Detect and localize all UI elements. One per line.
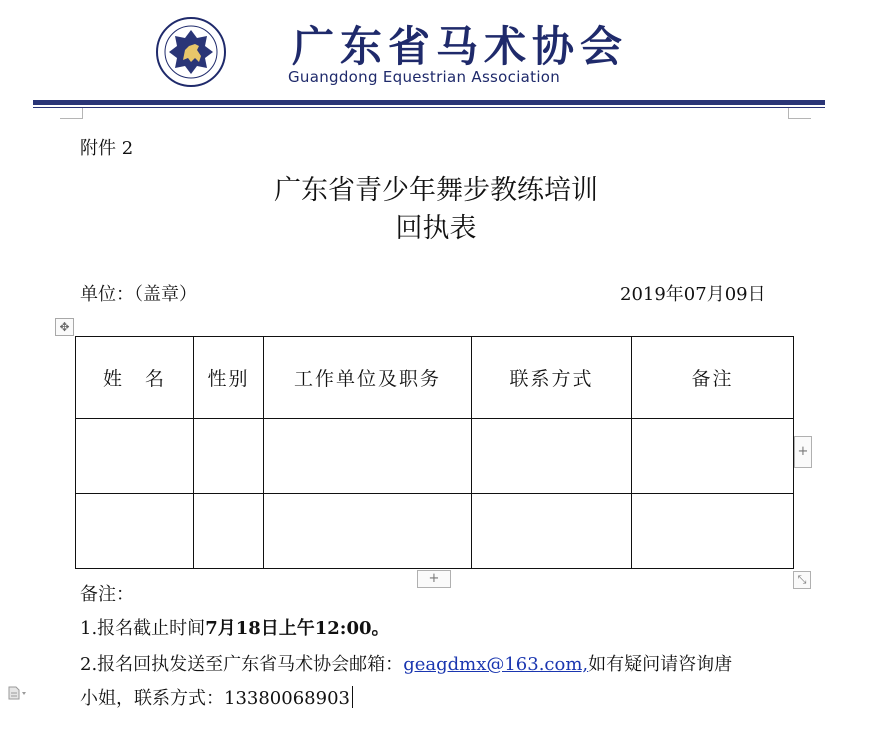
table-cell[interactable] xyxy=(632,494,794,569)
document-title: 广东省青少年舞步教练培训 xyxy=(274,175,598,206)
org-name-en: Guangdong Equestrian Association xyxy=(288,68,561,86)
note-contact-text: 小姐，联系方式： xyxy=(80,688,224,709)
page-options-icon[interactable] xyxy=(8,685,20,699)
unit-label: 单位：（盖章） xyxy=(80,284,197,305)
add-row-button[interactable]: + xyxy=(417,570,451,588)
email-link[interactable]: geagdmx@163.com, xyxy=(403,654,589,675)
letterhead-rule-thin xyxy=(33,107,825,108)
association-logo xyxy=(155,16,227,88)
document-date: 2019年07月09日 xyxy=(620,284,766,305)
table-cell[interactable] xyxy=(472,494,632,569)
header-remarks: 备注 xyxy=(632,337,794,419)
table-cell[interactable] xyxy=(264,494,472,569)
remarks-heading: 备注： xyxy=(80,584,134,605)
note-deadline xyxy=(80,614,390,640)
table-cell[interactable] xyxy=(632,419,794,494)
note-deadline-text: 1.报名截止时间 xyxy=(80,618,206,639)
note-contact xyxy=(80,684,353,710)
header-gender: 性别 xyxy=(194,337,264,419)
margin-mark-right xyxy=(788,108,811,119)
org-name-cn: 广东省马术协会 xyxy=(291,22,628,71)
attachment-label: 附件 2 xyxy=(80,138,134,159)
header-name: 姓 名 xyxy=(76,337,194,419)
table-cell[interactable] xyxy=(472,419,632,494)
table-resize-icon[interactable]: ⤡ xyxy=(793,571,811,589)
document-subtitle: 回执表 xyxy=(395,213,477,244)
table-cell[interactable] xyxy=(194,494,264,569)
note-email-text: 2.报名回执发送至广东省马术协会邮箱： xyxy=(80,654,404,675)
table-cell[interactable] xyxy=(194,419,264,494)
margin-mark-left xyxy=(60,108,83,119)
note-deadline-date: 7月18日上午12:00。 xyxy=(205,618,390,639)
header-workplace-position: 工作单位及职务 xyxy=(264,337,472,419)
table-header-row xyxy=(76,337,794,419)
table-cell[interactable] xyxy=(76,419,194,494)
text-cursor xyxy=(352,686,353,708)
table-cell[interactable] xyxy=(264,419,472,494)
table-cell[interactable] xyxy=(76,494,194,569)
header-contact: 联系方式 xyxy=(472,337,632,419)
note-email-suffix: 如有疑问请咨询唐 xyxy=(588,654,733,675)
letterhead-rule xyxy=(33,100,825,105)
note-email xyxy=(80,650,732,676)
reply-form-table xyxy=(75,336,794,569)
contact-phone: 13380068903 xyxy=(224,688,350,709)
table-row xyxy=(76,419,794,494)
table-row xyxy=(76,494,794,569)
add-column-button[interactable]: + xyxy=(794,436,812,468)
table-move-handle-icon[interactable]: ✥ xyxy=(55,318,74,336)
